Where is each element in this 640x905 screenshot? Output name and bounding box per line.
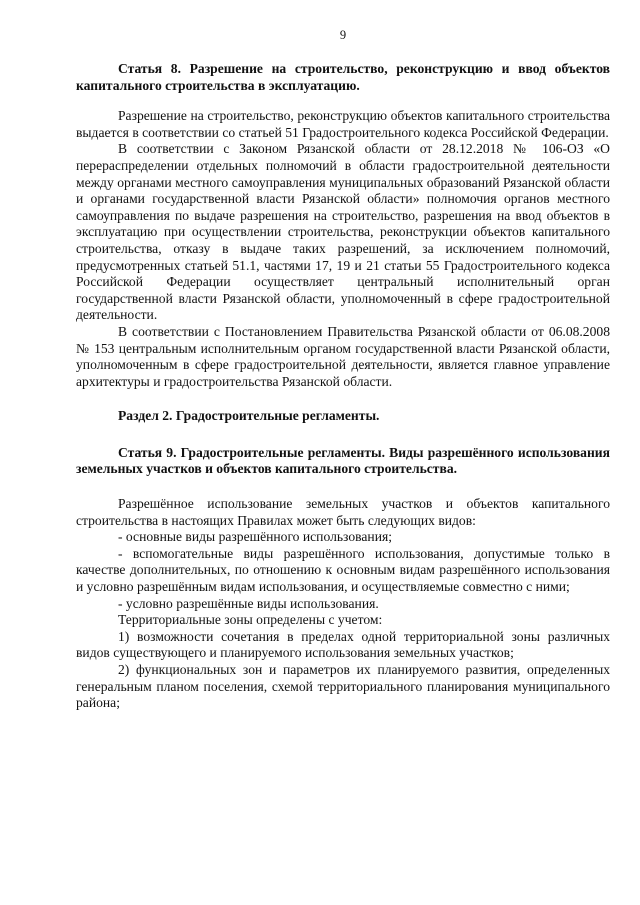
article-8-paragraph: Разрешение на строительство, реконструкцию объектов капитального строительства выдается в соответствии со статьей 51 Градостроительного кодекса Российской Федерации. bbox=[76, 108, 610, 140]
document-page bbox=[76, 0, 610, 905]
article-9-paragraph: Территориальные зоны определены с учетом: bbox=[118, 612, 383, 628]
article-8-title: Статья 8. Разрешение на строительство, реконструкцию и ввод объектов капитального строительства в эксплуатацию. bbox=[76, 61, 610, 93]
article-8-paragraph: В соответствии с Законом Рязанской области от 28.12.2018 № 106-ОЗ «О перераспределении отдельных полномочий в области градостроительной деятельности между органами местного самоуправления муниципальных образований Рязанской области и органами государственной власти Рязанской области» полномочия органов местного самоуправления по выдаче разрешения на строительство, разрешения на ввод объектов в эксплуатацию при осуществлении строительства, реконструкции объектов капитального строительства, отказу в выдаче таких разрешений, за исключением полномочий, предусмотренных статьей 51.1, частями 17, 19 и 21 статьи 55 Градостроительного кодекса Российской Федерации осуществляет центральный исполнительный орган государственной власти Рязанской области, уполномоченный в сфере градостроительной деятельности. bbox=[76, 141, 610, 323]
article-9-list-item: 2) функциональных зон и параметров их планируемого развития, определенных генеральным планом поселения, схемой территориального планирования муниципального района; bbox=[76, 662, 610, 711]
article-9-list-item: 1) возможности сочетания в пределах одной территориальной зоны различных видов существующего и планируемого использования земельных участков; bbox=[76, 628, 610, 661]
article-9-list-item: - вспомогательные виды разрешённого использования, допустимые только в качестве дополнительных, по отношению к основным видам разрешённого использования и условно разрешённым видам использования, и осуществляемые совместно с ними; bbox=[76, 545, 610, 595]
document-content bbox=[76, 61, 610, 712]
section-2-title: Раздел 2. Градостроительные регламенты. bbox=[118, 408, 380, 424]
article-9-paragraph: Разрешённое использование земельных участков и объектов капитального строительства в настоящих Правилах может быть следующих видов: bbox=[76, 496, 610, 528]
article-9-list-item: - условно разрешённые виды использования. bbox=[118, 595, 379, 611]
article-9-title: Статья 9. Градостроительные регламенты. Виды разрешённого использования земельных участков и объектов капитального строительства. bbox=[76, 444, 610, 477]
article-8-paragraph: В соответствии с Постановлением Правительства Рязанской области от 06.08.2008 № 153 центральным исполнительным органом государственной власти Рязанской области, уполномоченным в сфере градостроительной деятельности, является главное управление архитектуры и градостроительства Рязанской области. bbox=[76, 323, 610, 389]
article-9-list-item: - основные виды разрешённого использования; bbox=[118, 529, 392, 545]
page-number: 9 bbox=[339, 28, 347, 42]
